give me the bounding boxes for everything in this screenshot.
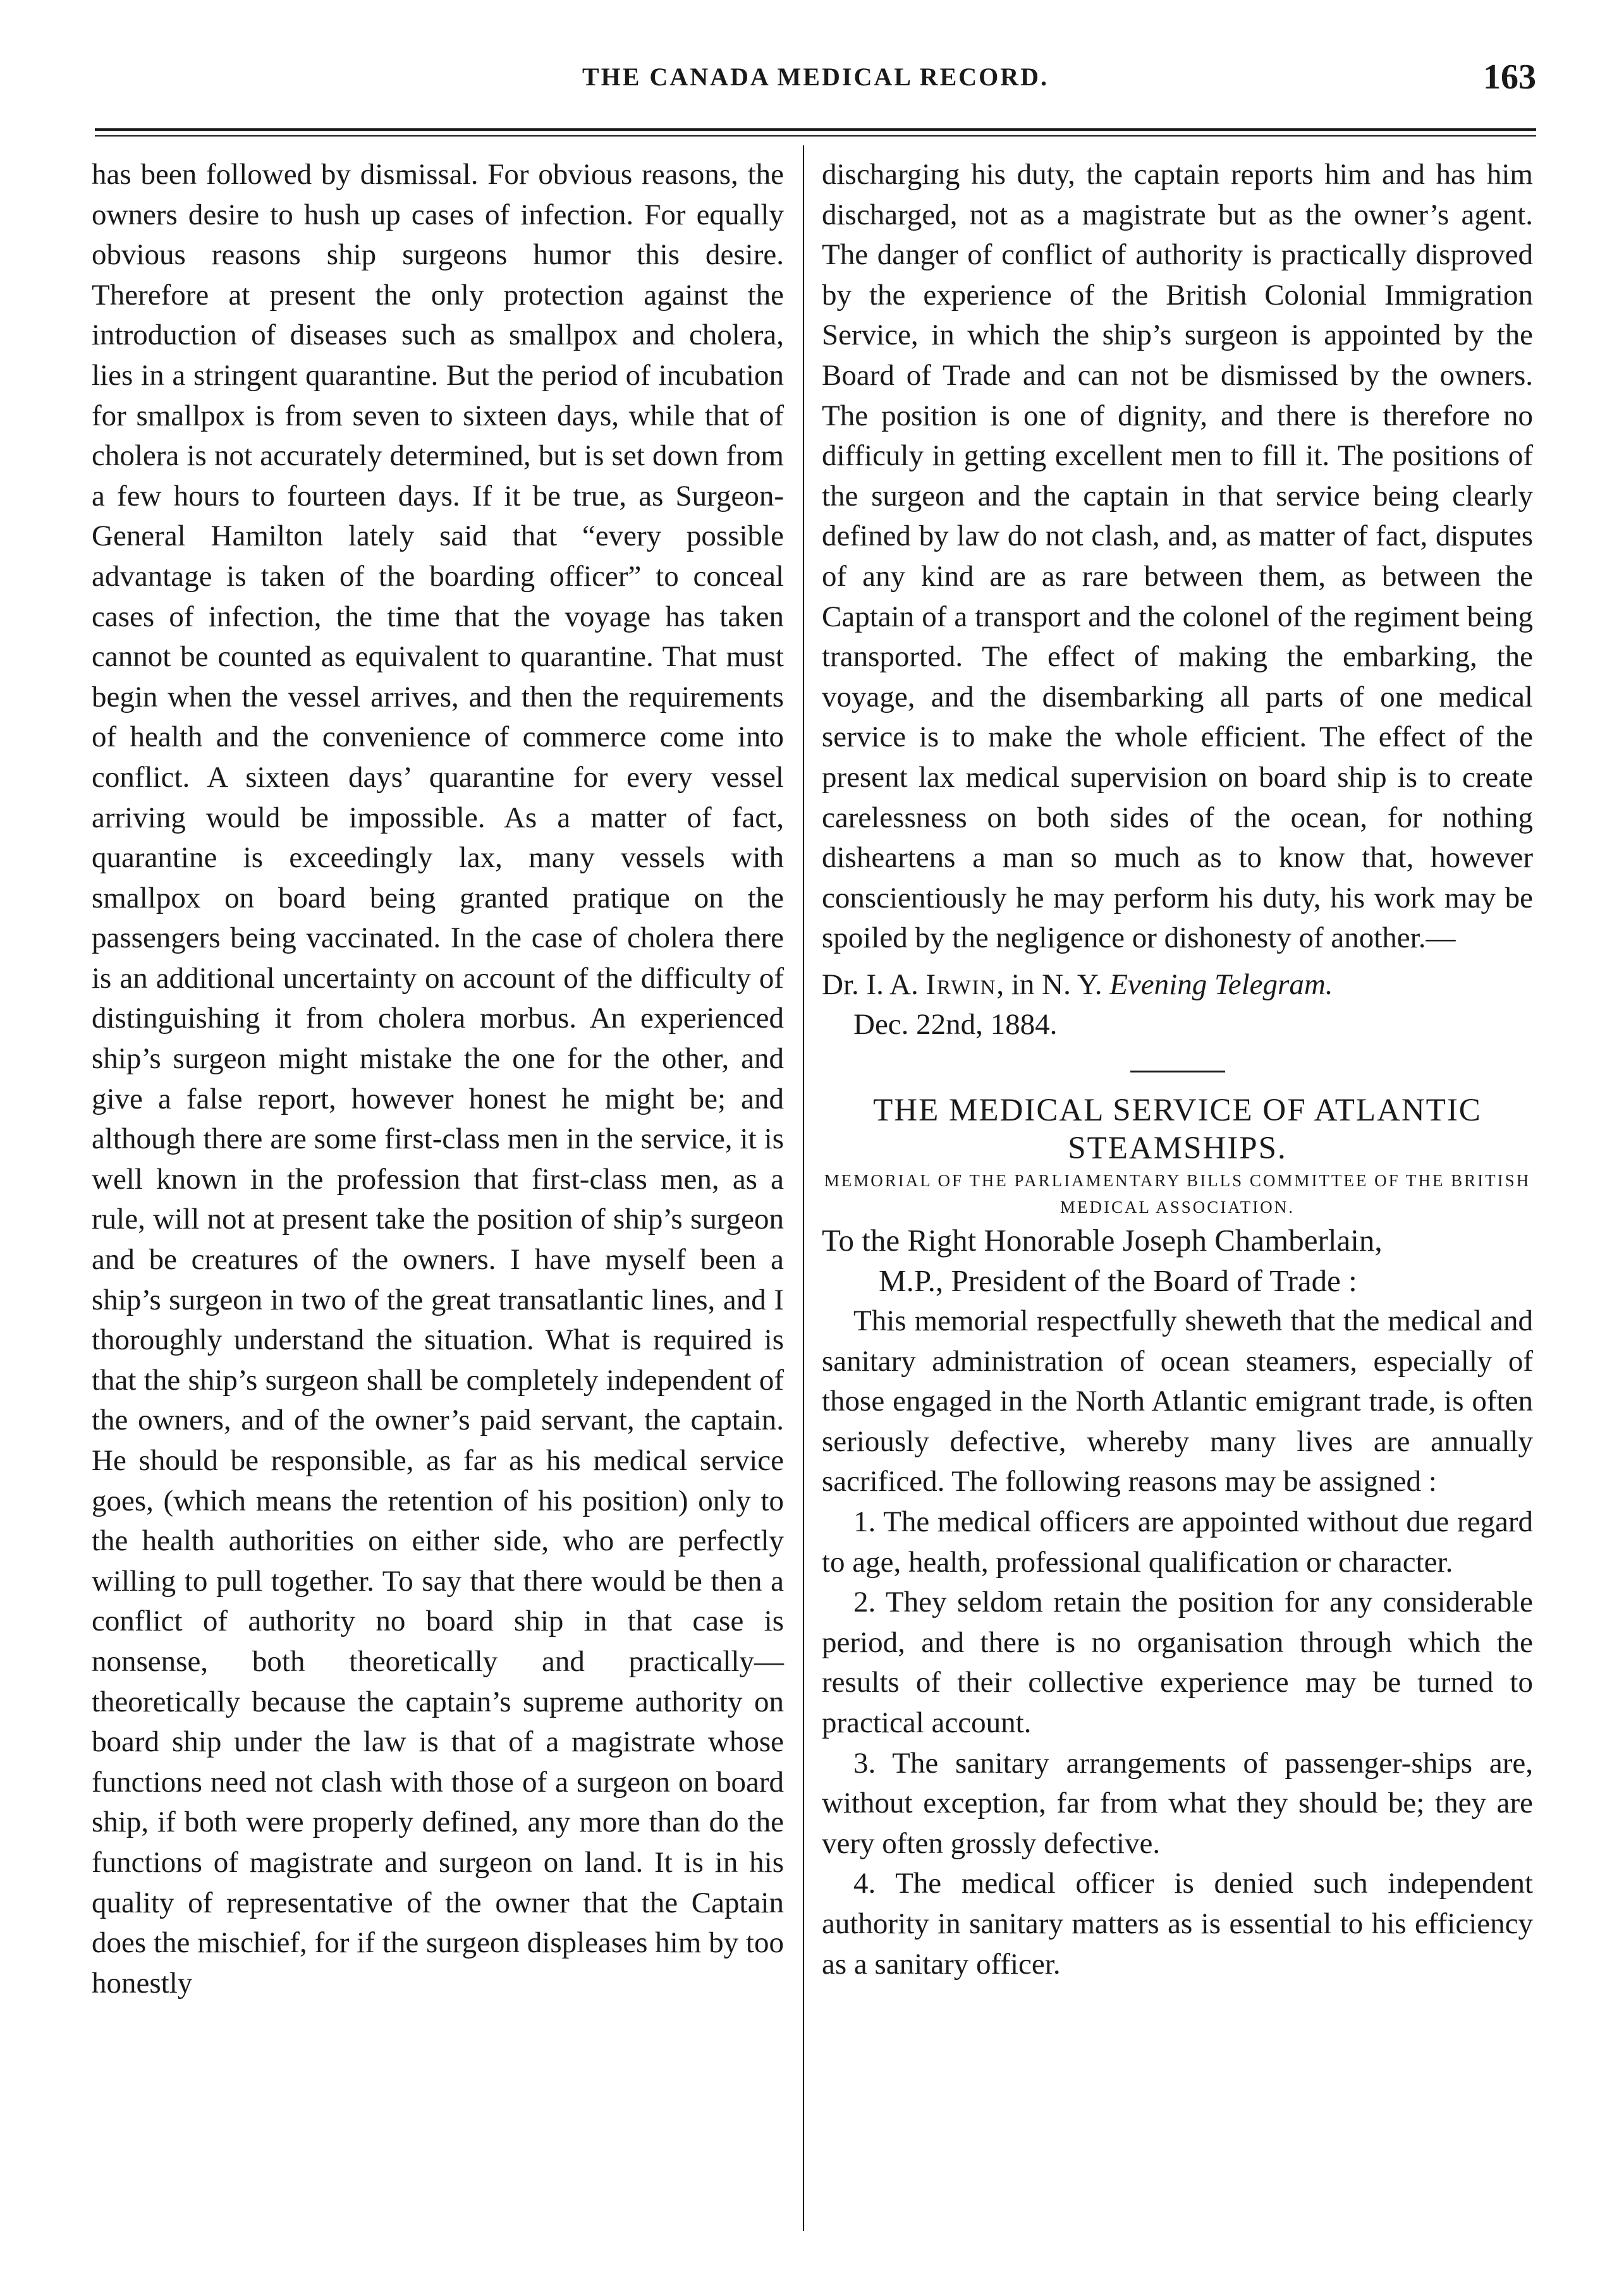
signature-middle: , in N. Y.	[996, 968, 1110, 1001]
address-line-1: To the Right Honorable Joseph Chamberlain,	[822, 1223, 1383, 1258]
right-column	[822, 155, 1533, 1984]
left-column	[92, 155, 784, 2003]
continuation-paragraph: discharging his duty, the captain reports him and has him discharged, not as a magistrate but as the owner’s agent. The danger of conflict of authority is practically disproved by the experience of the British Colonial Immigration Service, in which the ship’s surgeon is appointed by the Board of Trade and can not be dismissed by the owners. The position is one of dignity, and there is therefore no difficuly in getting excellent men to fill it. The positions of the surgeon and the captain in that service being clearly defined by law do not clash, and, as matter of fact, disputes of any kind are as rare between them, as between the Captain of a transport and the colonel of the regiment being transported. The effect of making the embarking, the voyage, and the disembarking all parts of one medical service is to make the whole efficient. The effect of the present lax medical supervision on board ship is to create carelessness on both sides of the ocean, for nothing disheartens a man so much as to know that, however conscientiously he may perform his duty, his work may be spoiled by the negligence or dishonesty of another.—	[822, 158, 1533, 955]
reason-item-4: 4. The medical officer is denied such independent authority in sanitary matters as is essential to his efficiency as a sanitary officer.	[822, 1867, 1533, 1981]
signature-date: Dec. 22nd, 1884.	[853, 1008, 1058, 1042]
page-number: 163	[1483, 58, 1536, 97]
memorial-caption: MEMORIAL OF THE PARLIAMENTARY BILLS COMMITTEE OF THE BRITISH MEDICAL ASSOCIATION.	[824, 1171, 1531, 1217]
running-title: THE CANADA MEDICAL RECORD.	[582, 63, 1049, 91]
left-column-text: has been followed by dismissal. For obvious reasons, the owners desire to hush up cases of infection. For equally obvious reasons ship surgeons humor this desire. Therefore at present the only protection against the introduction of diseases such as smallpox and cholera, lies in a stringent quarantine. But the period of incubation for smallpox is from seven to sixteen days, while that of cholera is not accurately determined, but is set down from a few hours to fourteen days. If it be true, as Surgeon-General Hamilton lately said that “every possible advantage is taken of the boarding officer” to conceal cases of infection, the time that the voyage has taken cannot be counted as equivalent to quarantine. That must begin when the vessel arrives, and then the requirements of health and the convenience of commerce come into conflict. A sixteen days’ quarantine for every vessel arriving would be impossible. As a matter of fact, quarantine is exceedingly lax, many vessels with smallpox on board being granted pratique on the passengers being vaccinated. In the case of cholera there is an additional uncertainty on account of the difficulty of distinguishing it from cholera morbus. An experienced ship’s surgeon might mistake the one for the other, and give a false report, however honest he might be; and although there are some first-class men in the service, it is well known in the profession that first-class men, as a rule, will not at present take the position of ship’s surgeon and be creatures of the owners. I have myself been a ship’s surgeon in two of the great transatlantic lines, and I thoroughly understand the situation. What is required is that the ship’s surgeon shall be completely independent of the owners, and of the owner’s paid servant, the captain. He should be responsible, as far as his medical service goes, (which means the retention of his position) only to the health authorities on either side, who are perfectly willing to pull together. To say that there would be then a conflict of authority no board ship in that case is nonsense, both theoretically and practically—theoretically because the captain’s supreme authority on board ship under the law is that of a magistrate whose functions need not clash with those of a surgeon on board ship, if both were properly defined, any more than do the functions of magistrate and surgeon on land. It is in his quality of representative of the owner that the Captain does the mischief, for if the surgeon displeases him by too honestly	[92, 158, 784, 2000]
section-divider	[1130, 1071, 1225, 1072]
column-divider	[803, 145, 804, 2231]
header-rule-thick	[95, 128, 1536, 131]
address-block	[822, 1220, 1533, 1301]
running-head	[95, 57, 1536, 107]
header-rule-thin	[95, 135, 1536, 137]
signature-prefix: Dr. I. A.	[822, 968, 926, 1001]
author-signature	[822, 965, 1533, 1005]
reason-item-2: 2. They seldom retain the position for any considerable period, and there is no organisation through which the results of their collective experience may be turned to practical account.	[822, 1586, 1533, 1739]
address-line-2: M.P., President of the Board of Trade :	[879, 1263, 1357, 1299]
reason-item-3: 3. The sanitary arrangements of passenger-ships are, without exception, far from what they should be; they are very often grossly defective.	[822, 1746, 1533, 1860]
author-name: Irwin	[925, 968, 997, 1001]
newspaper-name: Evening Telegram.	[1109, 968, 1333, 1001]
article-title: THE MEDICAL SERVICE OF ATLANTIC STEAMSHIPS.	[873, 1093, 1482, 1167]
memorial-intro: This memorial respectfully sheweth that the medical and sanitary administration of ocean steamers, especially of those engaged in the North Atlantic emigrant trade, is often seriously defective, whereby many lives are annually sacrificed. The following reasons may be assigned :	[822, 1304, 1533, 1498]
reason-item-1: 1. The medical officers are appointed without due regard to age, health, professional qualification or character.	[822, 1505, 1533, 1579]
